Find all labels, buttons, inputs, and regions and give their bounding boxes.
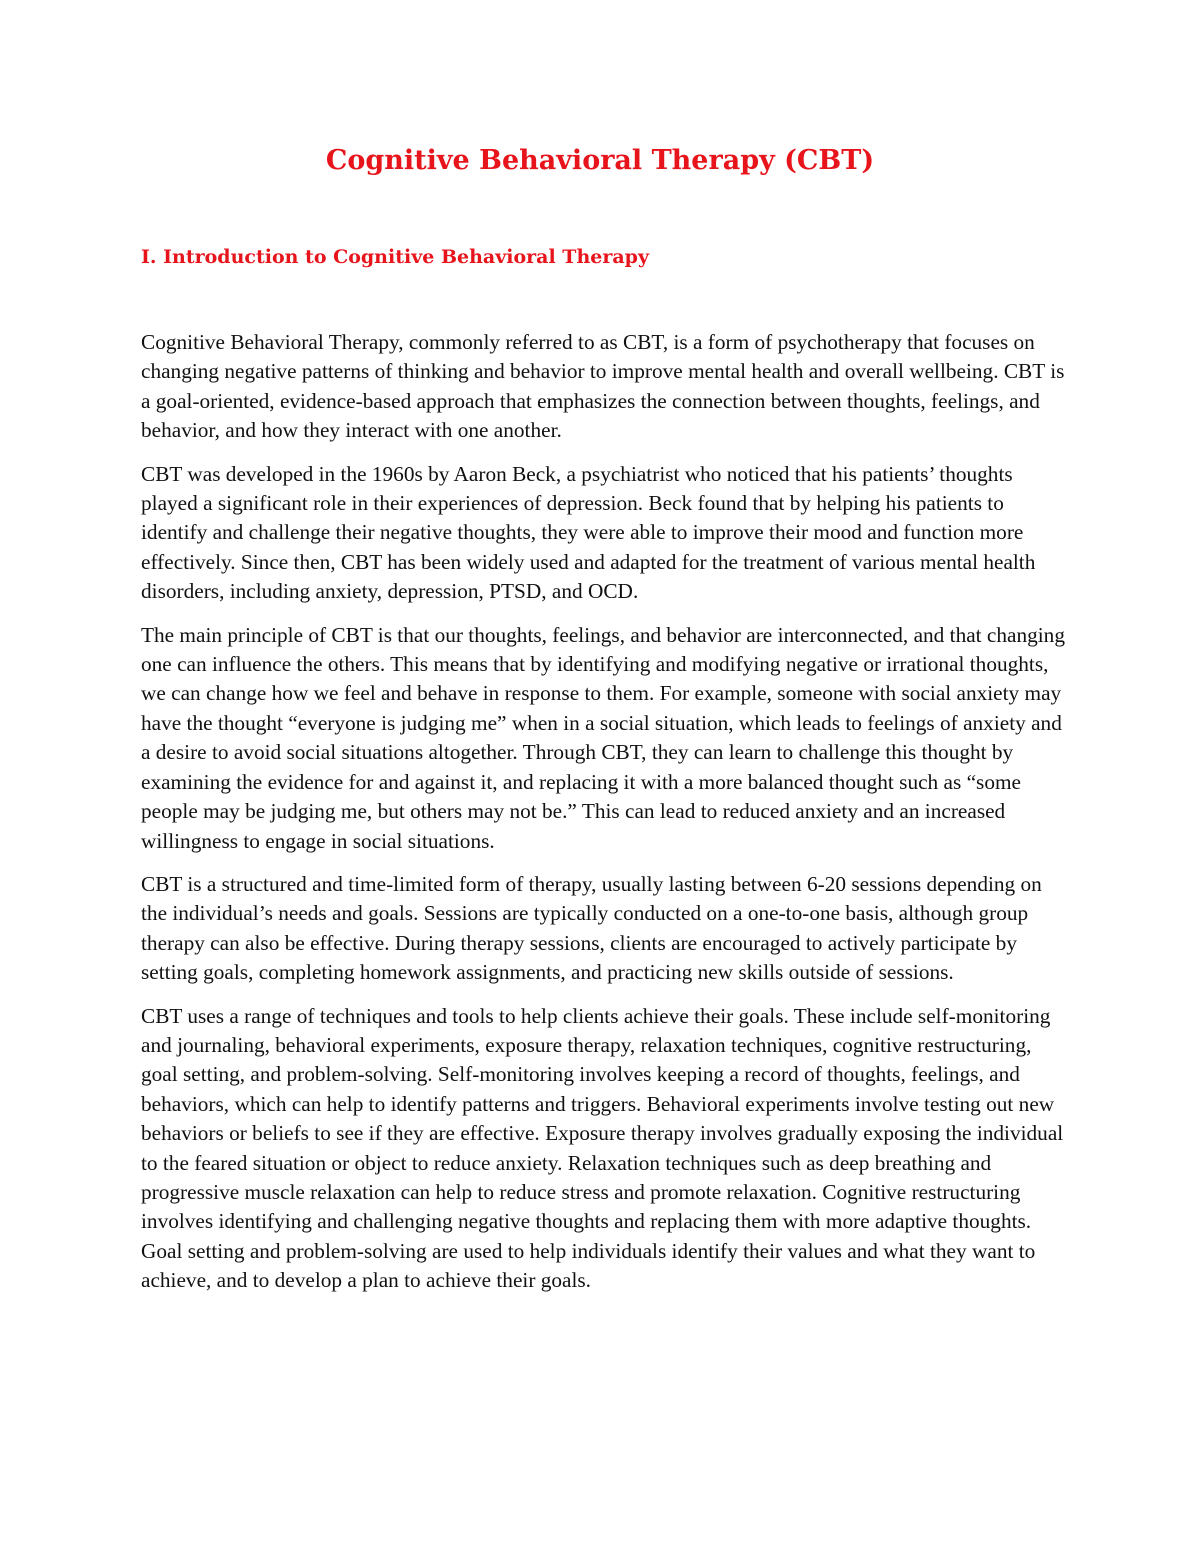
paragraph-2: CBT was developed in the 1960s by Aaron Beck, a psychiatrist who noticed that his patients’ thoughts played a significant role in their experiences of depression. Beck found that by helping his patients to identify and challenge their negative thoughts, they were able to improve their mood and function more effectively. Since then, CBT has been widely used and adapted for the treatment of various mental health disorders, including anxiety, depression, PTSD, and OCD. <box>141 461 1036 604</box>
paragraph-4: CBT is a structured and time-limited form of therapy, usually lasting between 6-20 sessions depending on the individual’s needs and goals. Sessions are typically conducted on a one-to-one basis, although group therapy can also be effective. During therapy sessions, clients are encouraged to actively participate by setting goals, completing homework assignments, and practicing new skills outside of sessions. <box>141 871 1042 985</box>
paragraph-5: CBT uses a range of techniques and tools to help clients achieve their goals. These include self-monitoring and journaling, behavioral experiments, exposure therapy, relaxation techniques, cognitive restructuring, goal setting, and problem-solving. Self-monitoring involves keeping a record of thoughts, feelings, and behaviors, which can help to identify patterns and triggers. Behavioral experiments involve testing out new behaviors or beliefs to see if they are effective. Exposure therapy involves gradually exposing the individual to the feared situation or object to reduce anxiety. Relaxation techniques such as deep breathing and progressive muscle relaxation can help to reduce stress and promote relaxation. Cognitive restructuring involves identifying and challenging negative thoughts and replacing them with more adaptive thoughts. Goal setting and problem-solving are used to help individuals identify their values and what they want to achieve, and to develop a plan to achieve their goals. <box>141 1003 1064 1293</box>
document-title: Cognitive Behavioral Therapy (CBT) <box>325 145 875 176</box>
section-heading: I. Introduction to Cognitive Behavioral Therapy <box>141 246 649 268</box>
paragraph-3: The main principle of CBT is that our thoughts, feelings, and behavior are interconnected, and that changing one can influence the others. This means that by identifying and modifying negative or irrational thoughts, we can change how we feel and behave in response to them. For example, someone with social anxiety may have the thought “everyone is judging me” when in a social situation, which leads to feelings of anxiety and a desire to avoid social situations altogether. Through CBT, they can learn to challenge this thought by examining the evidence for and against it, and replacing it with a more balanced thought such as “some people may be judging me, but others may not be.” This can lead to reduced anxiety and an increased willingness to engage in social situations. <box>141 622 1065 853</box>
paragraph-1: Cognitive Behavioral Therapy, commonly referred to as CBT, is a form of psychotherapy that focuses on changing negative patterns of thinking and behavior to improve mental health and overall wellbeing. CBT is a goal-oriented, evidence-based approach that emphasizes the connection between thoughts, feelings, and behavior, and how they interact with one another. <box>141 330 1065 443</box>
document-body <box>141 328 1065 1310</box>
